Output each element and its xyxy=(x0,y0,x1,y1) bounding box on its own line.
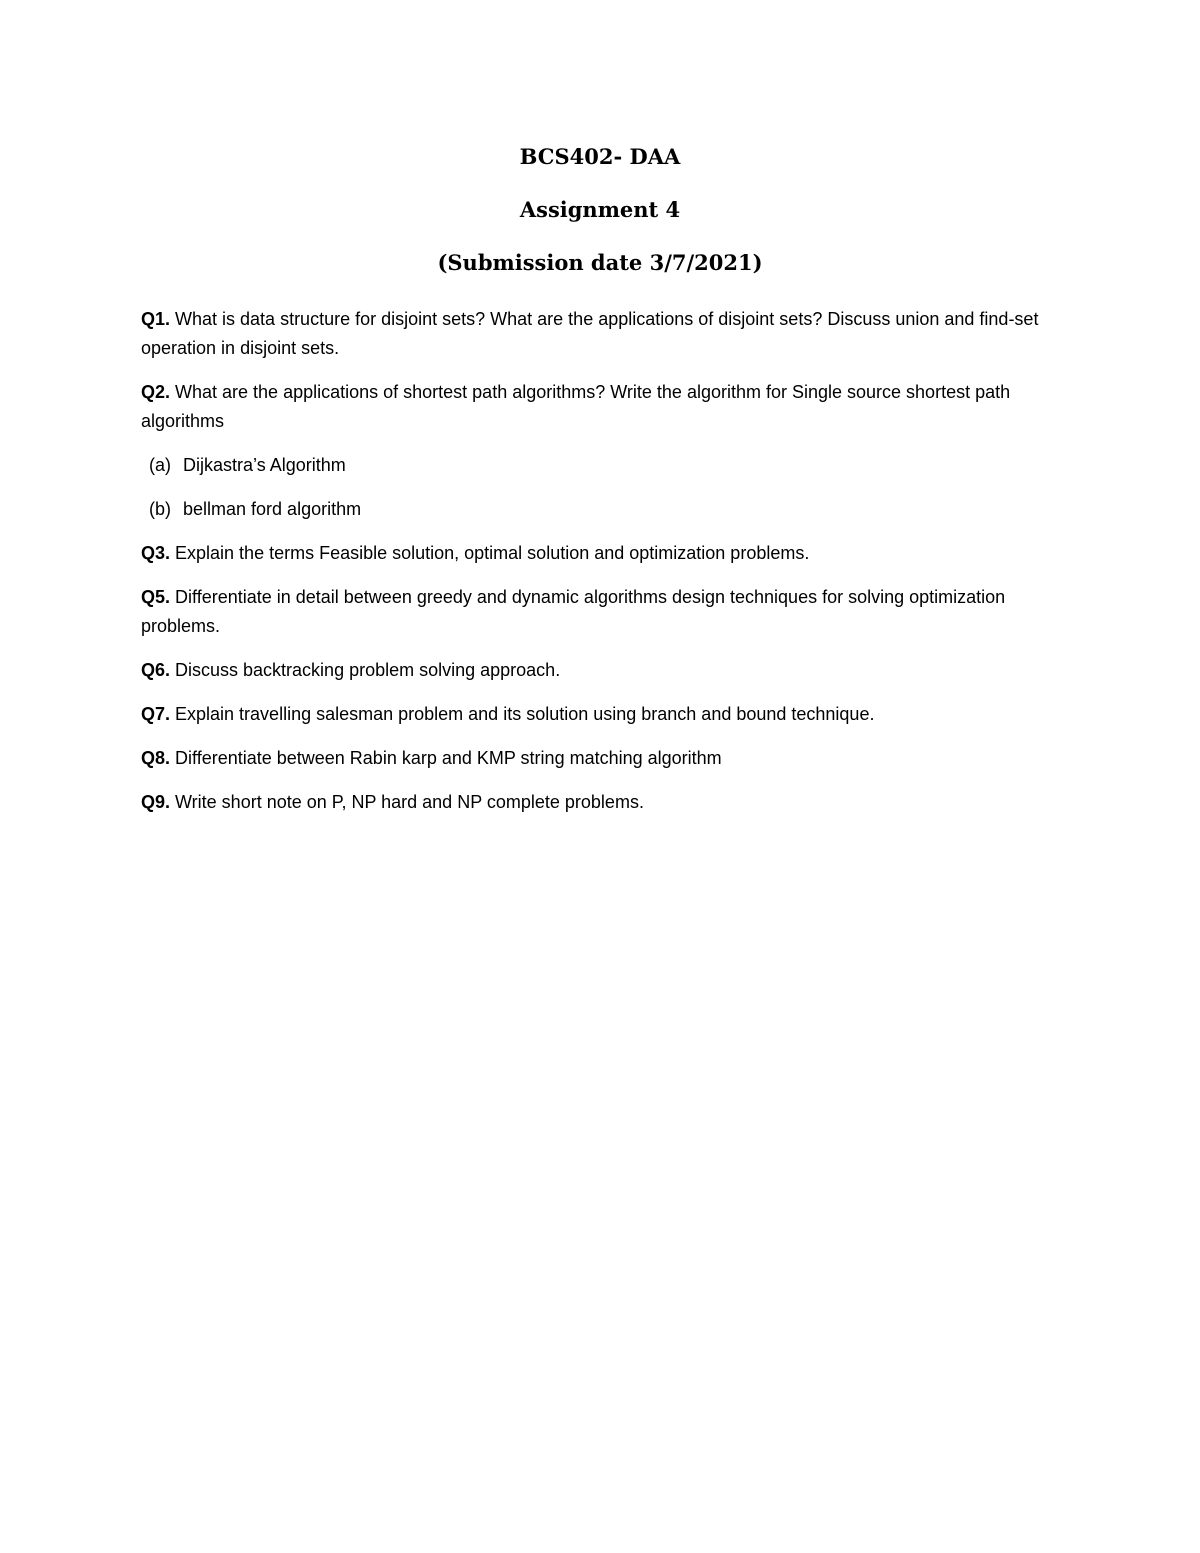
sub-item-text: Dijkastra’s Algorithm xyxy=(183,455,346,475)
question-text: Differentiate between Rabin karp and KMP string matching algorithm xyxy=(170,748,722,768)
question-text: Explain the terms Feasible solution, optimal solution and optimization problems. xyxy=(170,543,810,563)
question-9 xyxy=(141,788,1081,817)
question-5 xyxy=(141,583,1081,641)
question-text: Discuss backtracking problem solving approach. xyxy=(170,660,561,680)
question-number: Q6. xyxy=(141,660,171,680)
question-number: Q5. xyxy=(141,587,171,607)
question-2-sub-b xyxy=(149,495,1081,524)
question-number: Q8. xyxy=(141,748,171,768)
question-number: Q9. xyxy=(141,792,171,812)
submission-date: (Submission date 3/7/2021) xyxy=(437,250,763,275)
sub-item-marker: (b) xyxy=(149,499,171,519)
question-text: Write short note on P, NP hard and NP complete problems. xyxy=(170,792,644,812)
question-1 xyxy=(141,305,1081,363)
question-7 xyxy=(141,700,1081,729)
question-3 xyxy=(141,539,1081,568)
question-number: Q1. xyxy=(141,309,171,329)
question-number: Q3. xyxy=(141,543,171,563)
question-number: Q2. xyxy=(141,382,171,402)
question-list xyxy=(141,305,1081,832)
question-2 xyxy=(141,378,1081,436)
sub-item-text: bellman ford algorithm xyxy=(183,499,362,519)
question-8 xyxy=(141,744,1081,773)
assignment-title: Assignment 4 xyxy=(519,197,681,222)
question-text: Differentiate in detail between greedy and dynamic algorithms design techniques for solving optimization problems. xyxy=(141,587,1006,636)
sub-item-marker: (a) xyxy=(149,455,171,475)
question-text: What is data structure for disjoint sets? What are the applications of disjoint sets? Discuss union and find-set operation in disjoint sets. xyxy=(141,309,1039,358)
question-2-sub-a xyxy=(149,451,1081,480)
question-6 xyxy=(141,656,1081,685)
question-text: Explain travelling salesman problem and its solution using branch and bound technique. xyxy=(170,704,875,724)
course-title: BCS402- DAA xyxy=(519,144,681,169)
question-number: Q7. xyxy=(141,704,171,724)
question-text: What are the applications of shortest path algorithms? Write the algorithm for Single source shortest path algorithms xyxy=(141,382,1011,431)
